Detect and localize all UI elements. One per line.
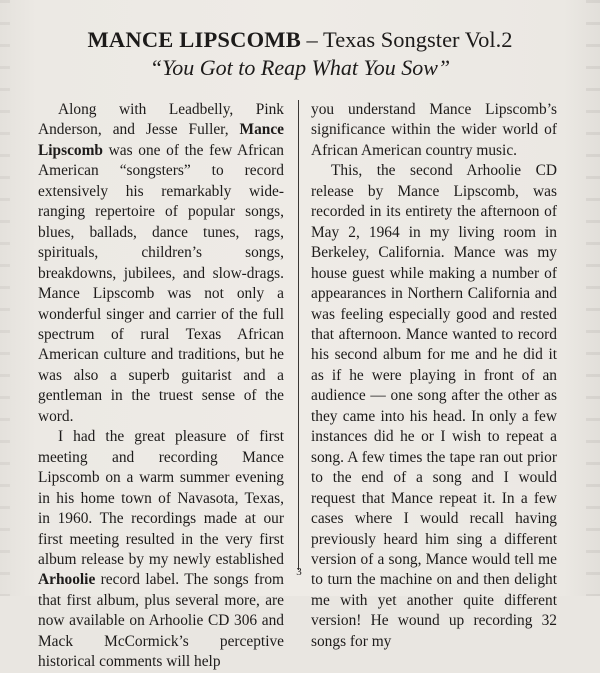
bleed-through-right [586, 0, 600, 596]
left-paragraph-1-text-a: Along with Leadbelly, Pink Anderson, and Jesse Fuller, [38, 101, 284, 139]
left-paragraph-2-text-a: I had the great pleasure of first meeting and recording Mance Lipscomb on a warm summer evening in his home town of Navasota, Texas, in 1960. The recordings made at our first meeting resulted in the very first album release by my newly established [38, 428, 284, 568]
left-paragraph-2 [38, 427, 284, 672]
column-divider [298, 100, 299, 570]
right-column [311, 100, 557, 652]
artist-name-bold: Mance Lipscomb [38, 121, 284, 159]
album-title: Texas Songster Vol.2 [323, 27, 513, 52]
title-line [0, 26, 600, 54]
right-paragraph-2: This, the second Arhoolie CD release by Mance Lipscomb, was recorded in its entirety the afternoon of May 2, 1964 in my living room in Berkeley, California. Mance was my house guest while making a number of appearances in Northern California and was feeling especially good and rested that afternoon. Mance wanted to record his second album for me and he did it as if he were playing in front of an audience — one song after the other as they came into his head. In only a few instances did he or I wish to repeat a song. A few times the tape ran out prior to the end of a song and I would request that Mance repeat it. In a few cases where I would recall having previously heard him sing a different version of a song, Mance would tell me to turn the machine on and then delight me with yet another quite different version! He wound up recording 32 songs for my [311, 162, 557, 650]
artist-name: MANCE LIPSCOMB [87, 27, 301, 52]
left-paragraph-1 [38, 100, 284, 427]
left-paragraph-2-text-b: record label. The songs from that first album, plus several more, are now available on Arhoolie CD 306 and Mack McCormick’s perceptive historical comments will help [38, 571, 284, 671]
bleed-through-left [0, 0, 10, 596]
left-column [38, 100, 284, 673]
label-name-bold: Arhoolie [38, 571, 96, 589]
album-subtitle: “You Got to Reap What You Sow” [149, 55, 451, 80]
title-separator: – [300, 27, 324, 52]
left-paragraph-1-text-b: was one of the few African American “songsters” to record extensively his remarkably wide-ranging repertoire of popular songs, blues, ballads, dance tunes, rags, spirituals, children’s songs, breakdowns, jubilees, and slow-drags. Mance Lipscomb was not only a wonderful singer and carrier of the full spectrum of rural Texas African American culture and traditions, but he was also a superb guitarist and a gentleman in the truest sense of the word. [38, 141, 284, 425]
page-number: 3 [296, 566, 302, 578]
page-header [0, 26, 600, 82]
right-paragraph-1: you understand Mance Lipscomb’s significance within the wider world of African American country music. [311, 101, 557, 159]
